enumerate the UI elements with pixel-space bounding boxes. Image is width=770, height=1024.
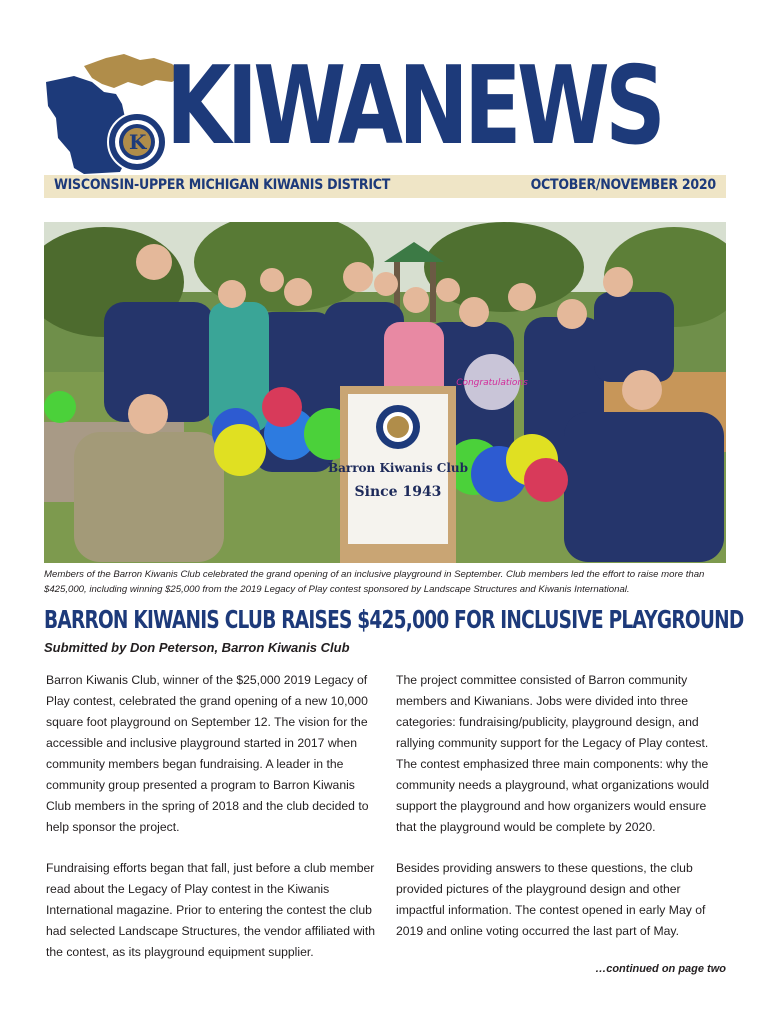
paragraph: The project committee consisted of Barron community members and Kiwanians. Jobs were divided into three categories: fundraising/publicity, playground design, and rallying community support for the Legacy of Play contest. The contest emphasized three main components: why the community needs a playground, what organizations would support the playground and how organizers would ensure that the playground would be complete by 2020. [396, 673, 709, 834]
article-headline: BARRON KIWANIS CLUB RAISES $425,000 FOR INCLUSIVE PLAYGROUND [44, 605, 744, 634]
continued-note: …continued on page two [595, 963, 726, 975]
group-photo [44, 222, 726, 563]
logo-letter: K [129, 130, 147, 154]
balloon-text: Congratulations [456, 378, 528, 388]
sign-since: Since 1943 [354, 484, 442, 500]
paragraph: Barron Kiwanis Club, winner of the $25,000 2019 Legacy of Play contest, celebrated the grand opening of a new 10,000 square foot playground on September 12. The vision for the accessible and inclusive playground started in 2017 when community members began fundraising. A leader in the community group presented a program to Barron Kiwanis Club members in the spring of 2018 and the club decided to help sponsor the project. [46, 673, 369, 834]
paragraph: Fundraising efforts began that fall, just before a club member read about the Legacy of Play contest in the Kiwanis International magazine. Prior to entering the contest the club had selected Landscape Structures, the vendor affiliated with the contest, as its playground equipment supplier. [46, 861, 376, 959]
district-name: WISCONSIN-UPPER MICHIGAN KIWANIS DISTRICT [54, 177, 391, 193]
article-column-left [46, 670, 378, 983]
article-column-right [396, 670, 728, 962]
photo-caption: Members of the Barron Kiwanis Club celebrated the grand opening of an inclusive playground in September. Club members led the effort to raise more than $425,000, including winning $25,000 from the 2019 Legacy of Play contest sponsored by Landscape Structures and Kiwanis International. [44, 569, 705, 595]
masthead-band [44, 175, 726, 198]
newsletter-title: KIWANEWS [166, 44, 662, 169]
issue-date: OCTOBER/NOVEMBER 2020 [530, 177, 716, 193]
sign-title: Barron Kiwanis Club [327, 461, 469, 475]
paragraph: Besides providing answers to these questions, the club provided pictures of the playground design and other impactful information. The contest opened in early May of 2019 and online voting occurred the last part of May. [396, 861, 706, 938]
article-byline: Submitted by Don Peterson, Barron Kiwanis Club [44, 640, 350, 655]
